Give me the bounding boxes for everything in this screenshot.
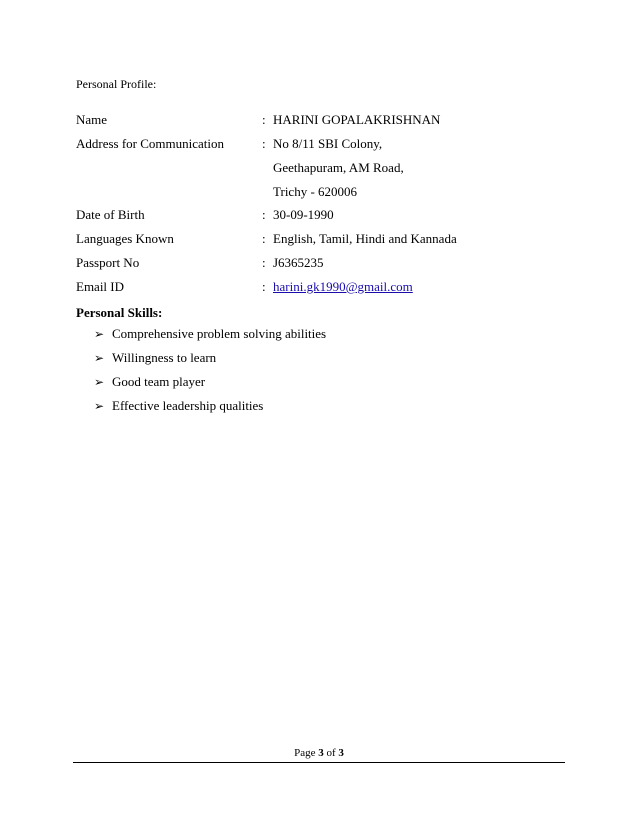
profile-separator: : — [262, 112, 266, 127]
skill-list-item — [94, 371, 205, 393]
profile-separator: : — [262, 279, 266, 294]
address-line-3: Trichy - 620006 — [273, 184, 358, 199]
profile-separator: : — [262, 231, 266, 246]
footer-page-word: Page — [294, 747, 316, 759]
profile-row-passport — [76, 252, 556, 274]
arrowhead-bullet-icon: ➢ — [94, 375, 105, 389]
skill-text: Comprehensive problem solving abilities — [112, 326, 327, 341]
email-link[interactable]: harini.gk1990@gmail.com — [273, 279, 413, 294]
profile-label: Email ID — [76, 279, 125, 294]
arrowhead-bullet-icon: ➢ — [94, 399, 105, 413]
profile-value-passport: J6365235 — [273, 255, 324, 270]
profile-row-name — [76, 109, 556, 131]
skill-text: Good team player — [112, 374, 206, 389]
profile-value-languages: English, Tamil, Hindi and Kannada — [273, 231, 457, 246]
profile-separator: : — [262, 255, 266, 270]
skill-text: Willingness to learn — [112, 350, 217, 365]
footer-current-page: 3 — [318, 747, 324, 759]
footer-total-pages: 3 — [338, 747, 344, 759]
address-line-2: Geethapuram, AM Road, — [273, 160, 404, 175]
profile-label: Date of Birth — [76, 207, 145, 222]
profile-separator: : — [262, 207, 266, 222]
footer-divider — [73, 762, 565, 763]
profile-label: Address for Communication — [76, 136, 225, 151]
footer-of-word: of — [326, 747, 336, 759]
profile-value-dob: 30-09-1990 — [273, 207, 334, 222]
profile-value-name: HARINI GOPALAKRISHNAN — [273, 112, 441, 127]
profile-row-dob — [76, 204, 556, 226]
profile-value-address: No 8/11 SBI Colony, — [273, 136, 383, 151]
arrowhead-bullet-icon: ➢ — [94, 327, 105, 341]
profile-separator: : — [262, 136, 266, 151]
arrowhead-bullet-icon: ➢ — [94, 351, 105, 365]
page-footer — [0, 747, 638, 759]
profile-row-languages — [76, 228, 556, 250]
section-heading-personal-skills: Personal Skills: — [76, 305, 163, 320]
section-heading-personal-profile: Personal Profile: — [76, 77, 157, 91]
profile-label: Languages Known — [76, 231, 174, 246]
skill-list-item — [94, 347, 216, 369]
profile-label: Passport No — [76, 255, 140, 270]
profile-label: Name — [76, 112, 108, 127]
skill-text: Effective leadership qualities — [112, 398, 264, 413]
profile-row-email — [76, 276, 556, 298]
profile-row-address — [76, 133, 556, 155]
skill-list-item — [94, 395, 263, 417]
skill-list-item — [94, 323, 326, 345]
